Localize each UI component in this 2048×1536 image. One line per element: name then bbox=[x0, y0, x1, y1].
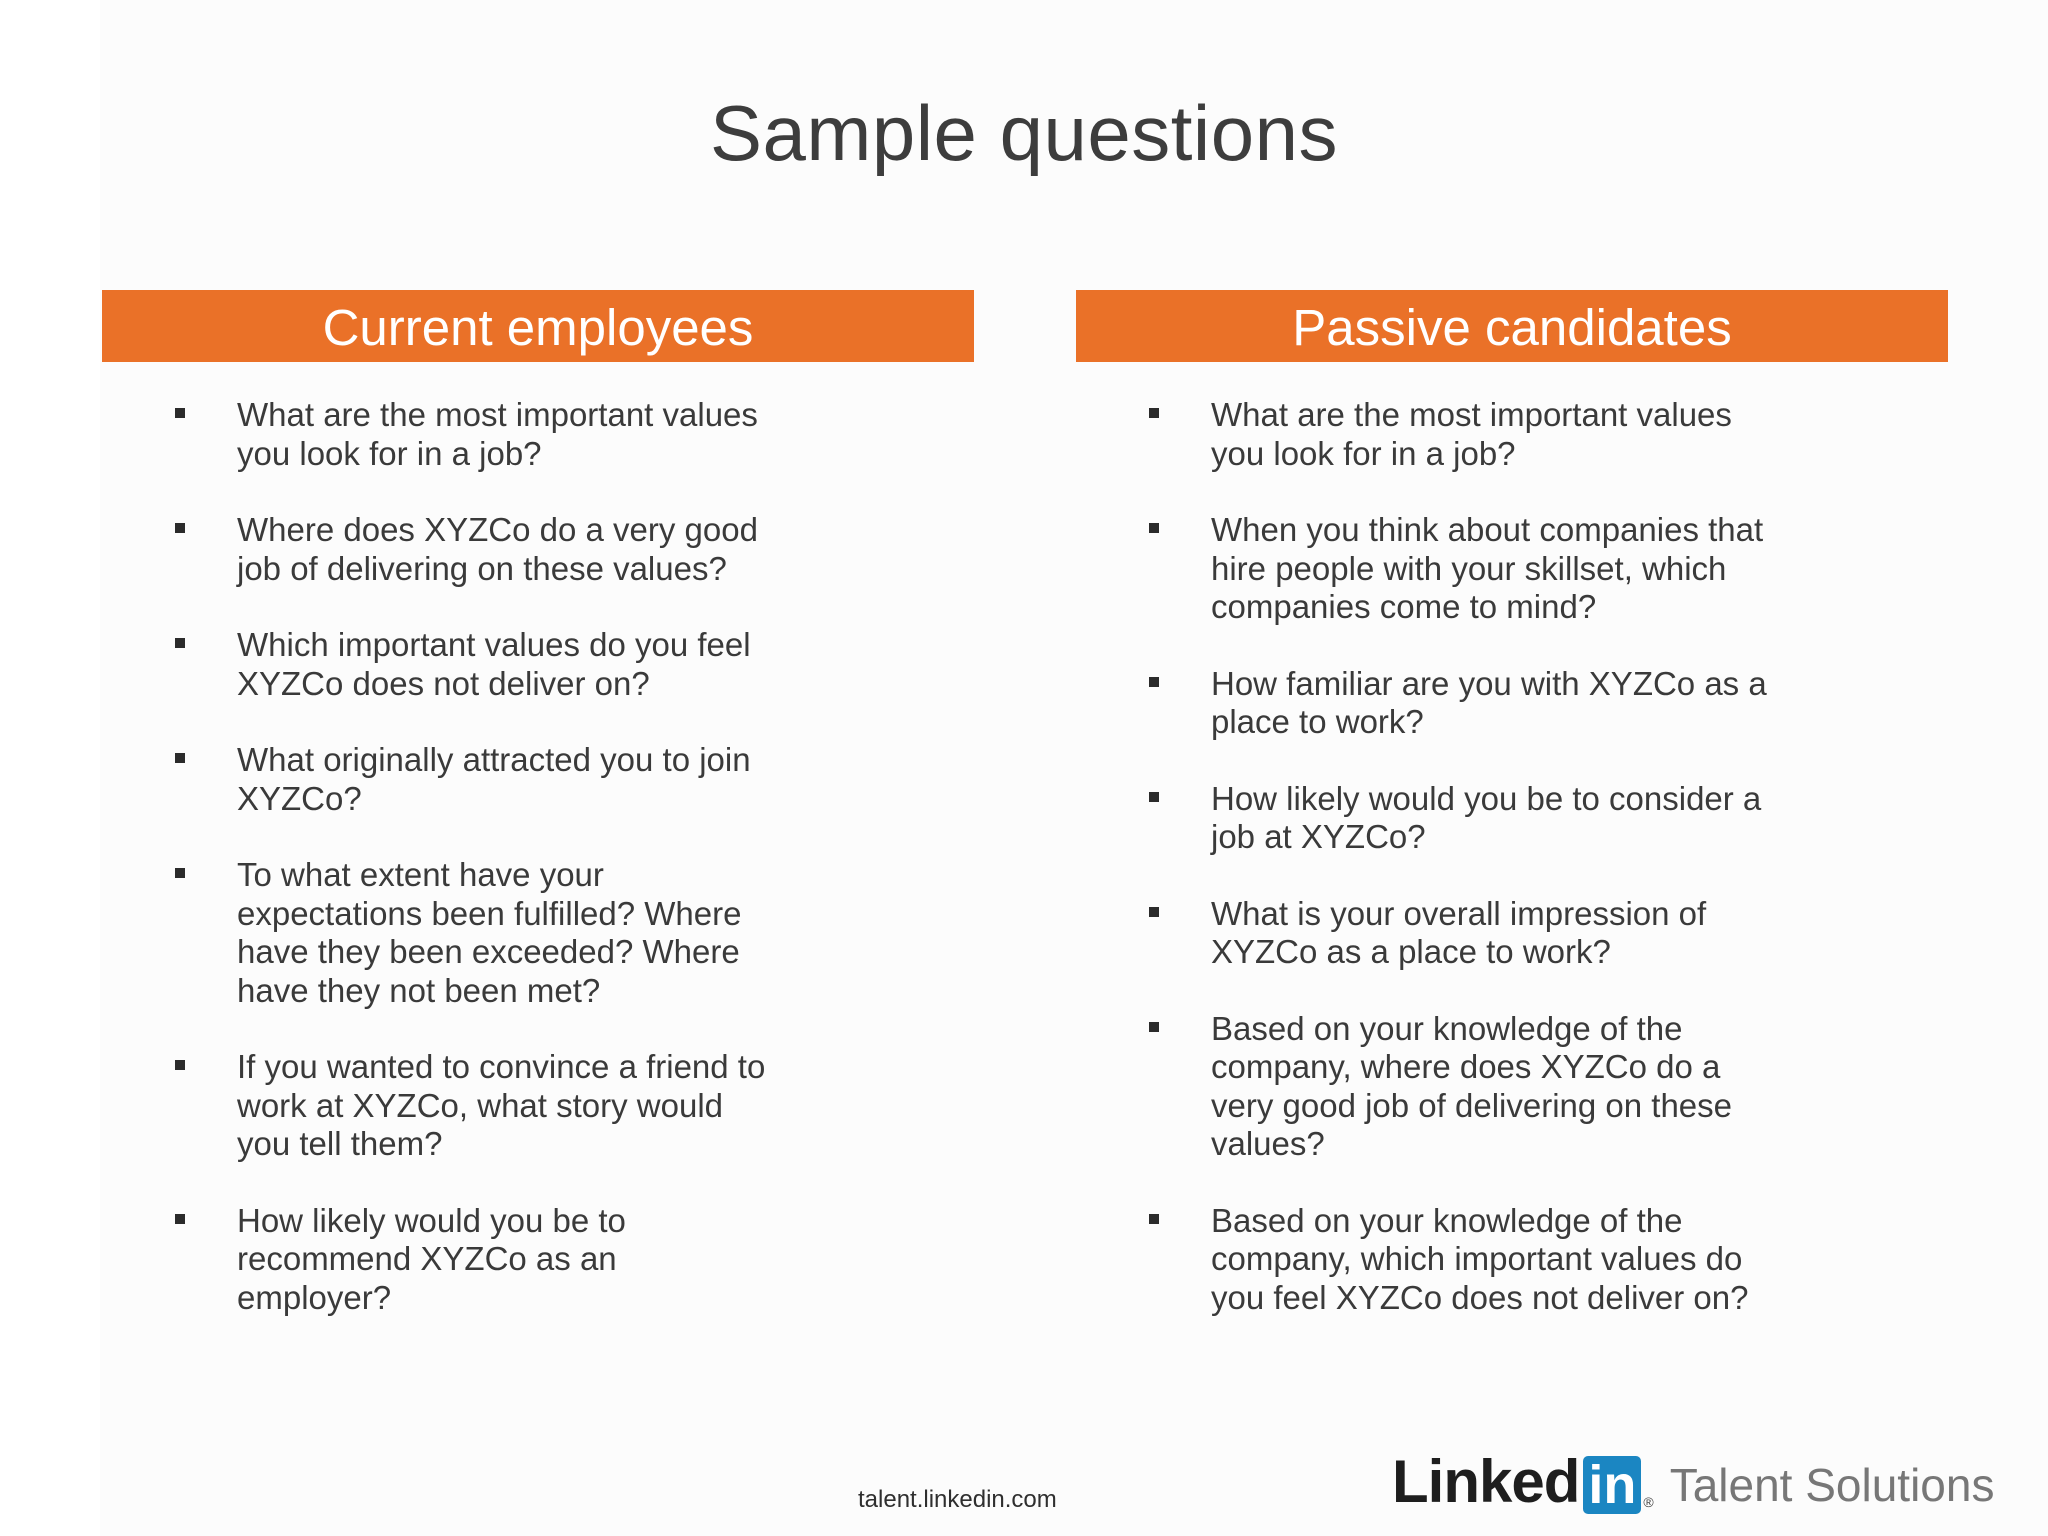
footer-url[interactable]: talent.linkedin.com bbox=[858, 1486, 1057, 1513]
question-text: How likely would you be to consider a job at XYZCo? bbox=[1211, 779, 1762, 855]
square-bullet-icon bbox=[175, 523, 185, 533]
passive-candidates-column bbox=[1076, 290, 1948, 1317]
question-text: How familiar are you with XYZCo as a place to work? bbox=[1211, 664, 1767, 740]
linkedin-talent-solutions-logo bbox=[1392, 1442, 1995, 1515]
current-employees-column bbox=[102, 290, 974, 1317]
square-bullet-icon bbox=[1149, 792, 1159, 802]
question-text: If you wanted to convince a friend to work at XYZCo, what story would you tell them? bbox=[237, 1048, 766, 1162]
square-bullet-icon bbox=[175, 868, 185, 878]
square-bullet-icon bbox=[1149, 677, 1159, 687]
list-item bbox=[1076, 396, 1771, 473]
square-bullet-icon bbox=[1149, 1214, 1159, 1224]
list-item bbox=[102, 856, 777, 1010]
question-text: What are the most important values you look for in a job? bbox=[237, 396, 758, 472]
question-text: What is your overall impression of XYZCo as a place to work? bbox=[1211, 894, 1707, 970]
list-item bbox=[1076, 665, 1771, 742]
square-bullet-icon bbox=[175, 408, 185, 418]
list-item bbox=[102, 741, 777, 818]
question-text: Where does XYZCo do a very good job of delivering on these values? bbox=[237, 511, 758, 587]
square-bullet-icon bbox=[175, 638, 185, 648]
list-item bbox=[1076, 895, 1771, 972]
question-text: Based on your knowledge of the company, where does XYZCo do a very good job of delivering on these values? bbox=[1211, 1009, 1733, 1162]
linkedin-in-icon: in bbox=[1583, 1456, 1641, 1514]
square-bullet-icon bbox=[1149, 523, 1159, 533]
square-bullet-icon bbox=[175, 1214, 185, 1224]
question-text: To what extent have your expectations been fulfilled? Where have they been exceeded? Where have they not been met? bbox=[237, 856, 742, 1009]
list-item bbox=[1076, 780, 1771, 857]
square-bullet-icon bbox=[175, 753, 185, 763]
list-item bbox=[1076, 1202, 1771, 1318]
current-employees-header: Current employees bbox=[102, 290, 974, 362]
list-item bbox=[102, 511, 777, 588]
question-text: How likely would you be to recommend XYZCo as an employer? bbox=[237, 1201, 626, 1316]
question-text: Which important values do you feel XYZCo does not deliver on? bbox=[237, 626, 751, 702]
list-item bbox=[1076, 511, 1771, 627]
logo-talent-solutions-text: Talent Solutions bbox=[1669, 1459, 1995, 1511]
list-item bbox=[102, 1202, 777, 1318]
list-item bbox=[102, 1048, 777, 1164]
square-bullet-icon bbox=[1149, 1022, 1159, 1032]
page-title: Sample questions bbox=[709, 89, 1339, 177]
passive-candidates-question-list bbox=[1076, 396, 1948, 1317]
list-item bbox=[1076, 1010, 1771, 1164]
current-employees-question-list bbox=[102, 396, 974, 1317]
list-item bbox=[102, 626, 777, 703]
square-bullet-icon bbox=[1149, 907, 1159, 917]
question-text: What originally attracted you to join XYZCo? bbox=[237, 741, 751, 817]
question-text: Based on your knowledge of the company, which important values do you feel XYZCo does not deliver on? bbox=[1211, 1201, 1749, 1316]
question-text: What are the most important values you look for in a job? bbox=[1211, 396, 1732, 472]
registered-mark: ® bbox=[1643, 1494, 1654, 1510]
list-item bbox=[102, 396, 777, 473]
square-bullet-icon bbox=[175, 1060, 185, 1070]
square-bullet-icon bbox=[1149, 408, 1159, 418]
question-text: When you think about companies that hire people with your skillset, which companies come to mind? bbox=[1211, 511, 1764, 625]
passive-candidates-header: Passive candidates bbox=[1076, 290, 1948, 362]
logo-linked-text: Linked bbox=[1392, 1448, 1580, 1515]
